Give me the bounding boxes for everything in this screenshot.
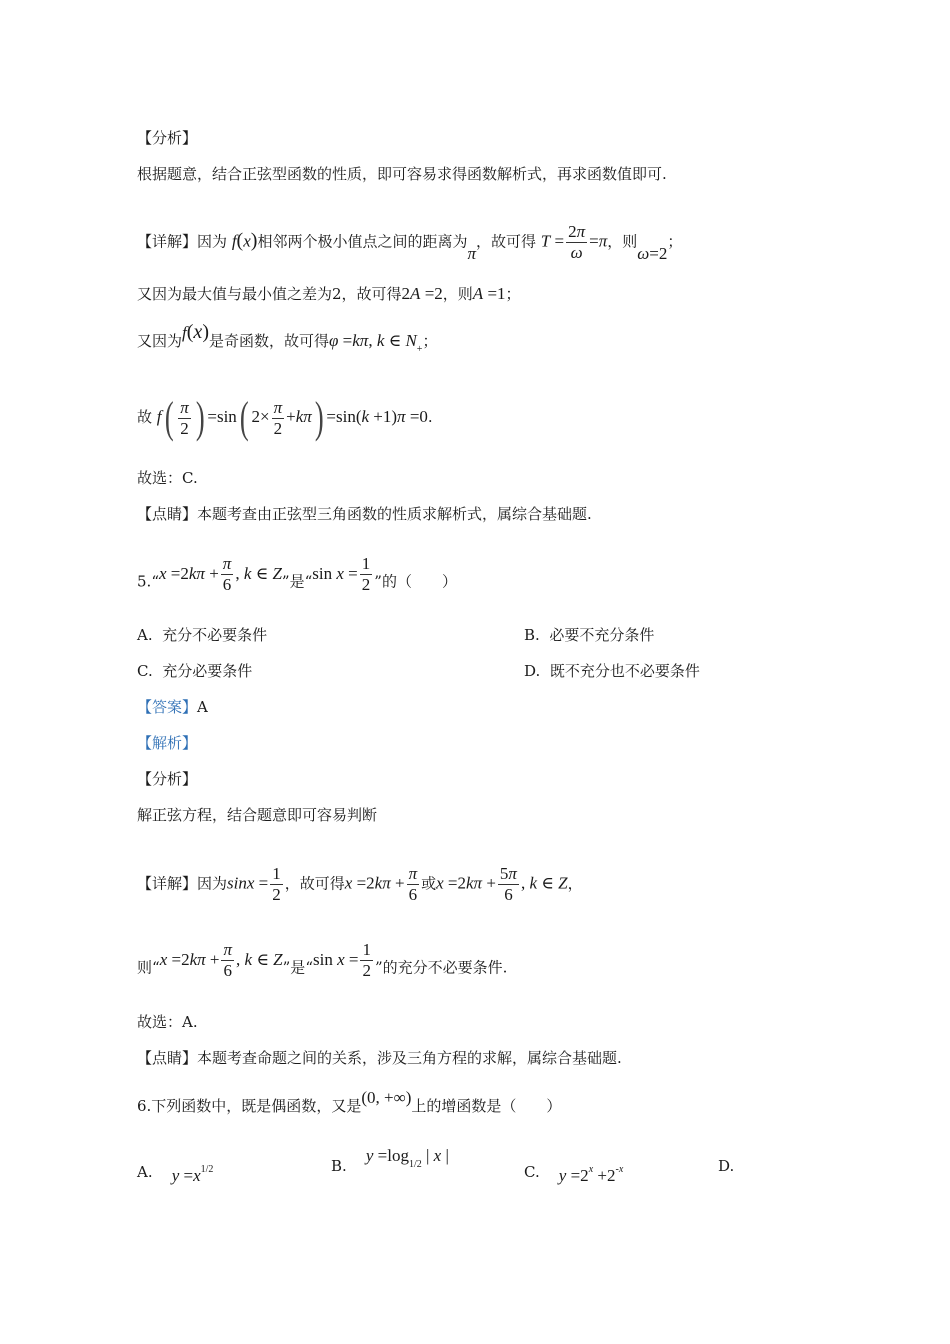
q6-option-d[interactable] [718, 1156, 734, 1176]
text-span: A. [137, 1163, 153, 1181]
text-span: 本题考查由正弦型三角函数的性质求解析式，属综合基础题. [197, 505, 592, 523]
q5-choice: 故选：A. [137, 1013, 198, 1031]
q6-stem: 6.下列函数中，既是偶函数，又是(0, +∞)上的增函数是（ ） [137, 1088, 562, 1115]
math-frac: $\frac{2\pi}{\omega}$ [568, 222, 586, 262]
text-span: 既不充分也不必要条件 [549, 662, 700, 680]
q5-option-d[interactable] [524, 661, 700, 681]
text-span: ，故可得 [284, 874, 345, 893]
text-span: B. [524, 626, 540, 644]
q5-option-c[interactable] [137, 661, 252, 681]
text-span: 充分必要条件 [162, 662, 253, 680]
q5-conclusion: 则“x =2kπ + $\frac{\pi}{6}$ , k ∈ Z”是“sin x = $\frac{1}{2}$ ”的充分不必要条件. [137, 940, 508, 980]
q4-comment-label: 【点睛】 [137, 505, 198, 523]
text-span: 的充分不必要条件. [382, 958, 508, 977]
math-period: T [540, 231, 551, 251]
text-span: 因为 [197, 874, 228, 893]
math-a: A =1 [472, 284, 506, 303]
math-2a: 2A =2 [401, 284, 443, 303]
q5-option-b[interactable] [524, 625, 654, 645]
text-span: 充分不必要条件 [162, 626, 268, 644]
math-f: f [156, 407, 162, 426]
text-span: C. [137, 662, 153, 680]
q5-stem: 5.“x =2kπ + $\frac{\pi}{6}$ , k ∈ Z”是“sin x = $\frac{1}{2}$ ”的（ ） [137, 554, 457, 594]
q4-detail-label: 【详解】 [137, 232, 198, 251]
text-span: 5. [137, 572, 152, 591]
math-pi: π [467, 243, 476, 263]
q6-option-b[interactable]: B. $y =\log_{1/2}$ | x | [331, 1146, 449, 1175]
q4-analysis-label: 【分析】 [137, 129, 198, 147]
text-span: C. [524, 1163, 540, 1181]
text-span: A. [137, 626, 153, 644]
text-span: 相邻两个极小值点之间的距离为 [257, 232, 468, 251]
q6-option-c[interactable]: C. $y =2^x +2^{-x}$ [524, 1163, 624, 1185]
q4-choice: 故选：C. [137, 469, 198, 487]
text-span: 是 [289, 572, 305, 591]
q5-answer [137, 697, 208, 717]
q5-option-a[interactable] [137, 625, 267, 645]
text-span: 则 [137, 958, 153, 977]
text-span: 上的增函数是（ ） [411, 1097, 562, 1115]
text-span: D. [718, 1157, 735, 1175]
text-span: 或 [421, 874, 437, 893]
q4-line2: 又因为最大值与最小值之差为2，故可得2A =2，则A =1； [137, 284, 521, 303]
q4-analysis-text: 根据题意，结合正弦型函数的性质，即可容易求得函数解析式，再求函数值即可. [137, 165, 667, 183]
text-span: ，则 [442, 285, 473, 303]
q5-analysis-label: 【分析】 [137, 770, 198, 788]
text-span: ，则 [607, 232, 638, 251]
text-span: ，故可得 [475, 232, 536, 251]
text-span: B. [331, 1157, 347, 1175]
text-span: 必要不充分条件 [549, 626, 655, 644]
math-fx: f [231, 231, 237, 251]
math-phi: φ =kπ, k ∈ $N_+$ [329, 331, 423, 355]
q5-comment-label: 【点睛】 [137, 1049, 198, 1067]
math-fx: f [182, 323, 187, 342]
q5-comment [137, 1048, 622, 1068]
q6-option-a[interactable]: A. $y =x^{1/2}$ [137, 1163, 214, 1185]
text-span: 6.下列函数中，既是偶函数，又是 [137, 1097, 362, 1115]
text-span: 的（ ） [381, 572, 457, 591]
q5-detail-label: 【详解】 [137, 874, 198, 893]
text-span: 又因为最大值与最小值之差为2，故可得 [137, 285, 402, 303]
q5-analysis-text: 解正弦方程，结合题意即可容易判断 [137, 806, 378, 824]
q4-line4: 故 f( $\frac{\pi}{2}$ ) =sin( 2× $\frac{\pi}{2}$ +kπ) =sin(k +1)π =0. [137, 393, 433, 442]
q5-explain-label: 【解析】 [137, 734, 198, 752]
text-span: A [197, 698, 208, 716]
q4-line3: 又因为f(x)是奇函数，故可得φ =kπ, k ∈ $N_+$； [137, 321, 438, 355]
text-span: D. [524, 662, 541, 680]
q5-answer-label: 【答案】 [137, 698, 198, 716]
q4-comment [137, 504, 592, 524]
text-span: 故 [137, 408, 153, 426]
text-span: 因为 [197, 232, 228, 251]
text-span: 是 [290, 958, 306, 977]
text-span: 是奇函数，故可得 [208, 332, 329, 350]
q5-detail-line: 【详解】因为sinx = $\frac{1}{2}$ ，故可得x =2kπ + $\frac{\pi}{6}$ 或x =2kπ + $\frac{5\pi}{6}$ , k ∈ Z， [137, 864, 583, 904]
text-span: 又因为 [137, 332, 183, 350]
text-span: 本题考查命题之间的关系，涉及三角方程的求解，属综合基础题. [197, 1049, 622, 1067]
math-omega: ω [637, 243, 650, 263]
q4-detail-line: 【详解】因为 f(x)相邻两个极小值点之间的距离为π，故可得 T = $\frac{2\pi}{\omega}$ =π，则ω=2； [137, 222, 683, 263]
